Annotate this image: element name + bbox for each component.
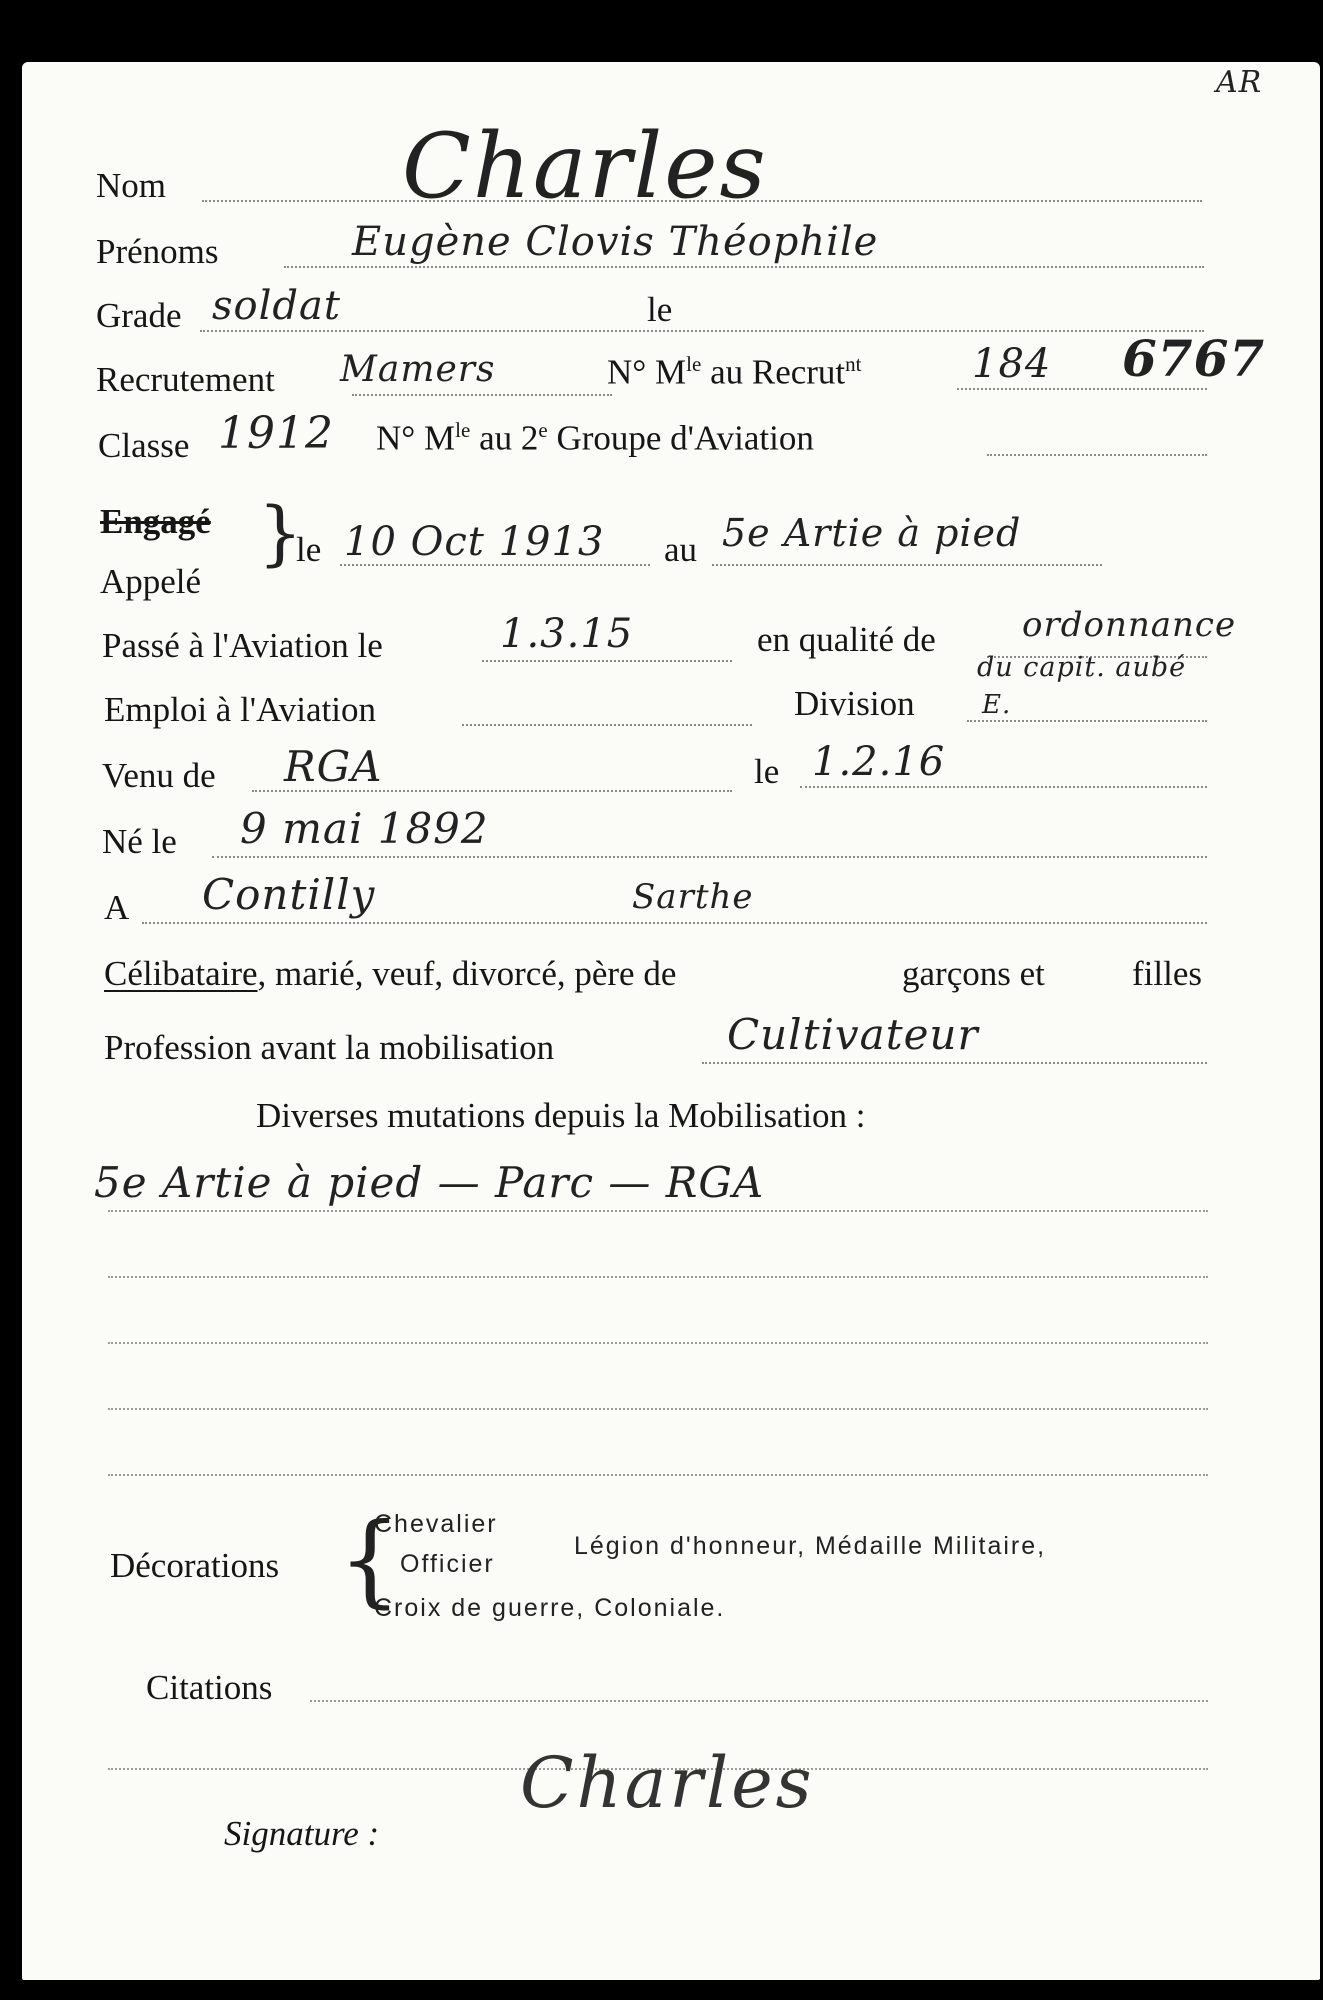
matricule-recrut-value-1: 184: [972, 341, 1052, 387]
lieu-line: [142, 922, 1207, 924]
etat-civil-garcons: garçons et: [902, 954, 1045, 993]
appele-date-value: 10 Oct 1913: [344, 519, 605, 565]
mutations-line-4: [108, 1408, 1208, 1410]
ne-le-line: [212, 856, 1207, 858]
prenoms-label: Prénoms: [96, 232, 219, 271]
division-line: [967, 720, 1207, 722]
lieu-label: A: [104, 888, 130, 927]
decorations-legion: Légion d'honneur, Médaille Militaire,: [574, 1532, 1047, 1560]
decorations-label: Décorations: [110, 1546, 280, 1585]
mutations-line-2: [108, 1276, 1208, 1278]
classe-label: Classe: [98, 426, 190, 465]
nom-value: Charles: [402, 114, 768, 219]
lieu-departement: Sarthe: [632, 877, 754, 917]
decorations-brace: {: [338, 1501, 402, 1618]
grade-line: [200, 330, 1204, 332]
groupe-aviation-line: [987, 454, 1207, 456]
qualite-label: en qualité de: [757, 620, 936, 659]
passe-date-value: 1.3.15: [500, 611, 634, 657]
groupe-aviation-label: N° $M^{le}$ au 2e Groupe d'Aviation: [376, 418, 814, 458]
appele-le-label: le: [296, 530, 322, 569]
etat-civil-line: Célibataire, marié, veuf, divorcé, père de: [104, 954, 677, 993]
qualite-value: ordonnance: [1022, 605, 1237, 645]
matricule-recrut-label: N° $M^{le}$ au Recrut$^{nt}$: [607, 352, 862, 392]
grade-le-label: le: [647, 290, 673, 329]
ne-le-label: Né le: [102, 822, 177, 861]
citations-label: Citations: [146, 1668, 273, 1707]
appele-unit-line: [712, 564, 1102, 566]
matricule-recrut-line: [957, 388, 1207, 390]
venu-de-label: Venu de: [102, 756, 216, 795]
grade-value: soldat: [212, 283, 341, 329]
corner-mark: AR: [1216, 65, 1263, 100]
mutations-heading: Diverses mutations depuis la Mobilisation :: [256, 1096, 866, 1135]
lieu-value: Contilly: [202, 870, 376, 919]
venu-de-value: RGA: [284, 742, 383, 791]
prenoms-value: Eugène Clovis Théophile: [352, 219, 879, 265]
appele-brace: }: [258, 492, 303, 574]
passe-aviation-label: Passé à l'Aviation le: [102, 626, 383, 665]
prenoms-line: [284, 266, 1204, 268]
qualite-note: du capit. aubé: [977, 652, 1187, 683]
emploi-aviation-label: Emploi à l'Aviation: [104, 690, 377, 729]
mutations-entry: 5e Artie à pied — Parc — RGA: [94, 1158, 765, 1207]
division-label: Division: [794, 684, 915, 723]
profession-line: [702, 1062, 1207, 1064]
decorations-croix: Croix de guerre, Coloniale.: [374, 1594, 726, 1622]
grade-label: Grade: [96, 296, 182, 335]
classe-value: 1912: [218, 408, 334, 459]
registration-card: [22, 62, 1320, 1980]
passe-date-line: [482, 660, 732, 662]
etat-civil-filles: filles: [1132, 954, 1202, 993]
mutations-line-5: [108, 1474, 1208, 1476]
decorations-officier: Officier: [400, 1550, 495, 1578]
etat-civil-celibataire: Célibataire: [104, 954, 258, 993]
citations-line-1: [310, 1700, 1208, 1702]
matricule-recrut-value-2: 6767: [1122, 329, 1266, 388]
ne-le-value: 9 mai 1892: [240, 804, 489, 853]
emploi-line: [462, 724, 752, 726]
venu-le-line: [800, 786, 1207, 788]
appele-unit-value: 5e Artie à pied: [722, 511, 1022, 555]
appele-au-label: au: [664, 530, 698, 569]
nom-label: Nom: [96, 166, 166, 205]
recrutement-label: Recrutement: [96, 360, 275, 399]
venu-le-label: le: [754, 752, 780, 791]
venu-le-value: 1.2.16: [812, 739, 946, 785]
mutations-line-3: [108, 1342, 1208, 1344]
appele-label: Appelé: [100, 562, 202, 601]
recrutement-line: [352, 394, 612, 396]
signature-value: Charles: [520, 1742, 815, 1824]
engage-label: Engagé: [100, 502, 211, 541]
decorations-chevalier: Chevalier: [374, 1510, 498, 1538]
mutations-line-1: [108, 1210, 1208, 1212]
recrutement-value: Mamers: [340, 349, 496, 390]
profession-value: Cultivateur: [727, 1010, 979, 1059]
signature-label: Signature :: [224, 1814, 380, 1853]
profession-label: Profession avant la mobilisation: [104, 1028, 555, 1067]
division-value: E.: [982, 690, 1012, 720]
